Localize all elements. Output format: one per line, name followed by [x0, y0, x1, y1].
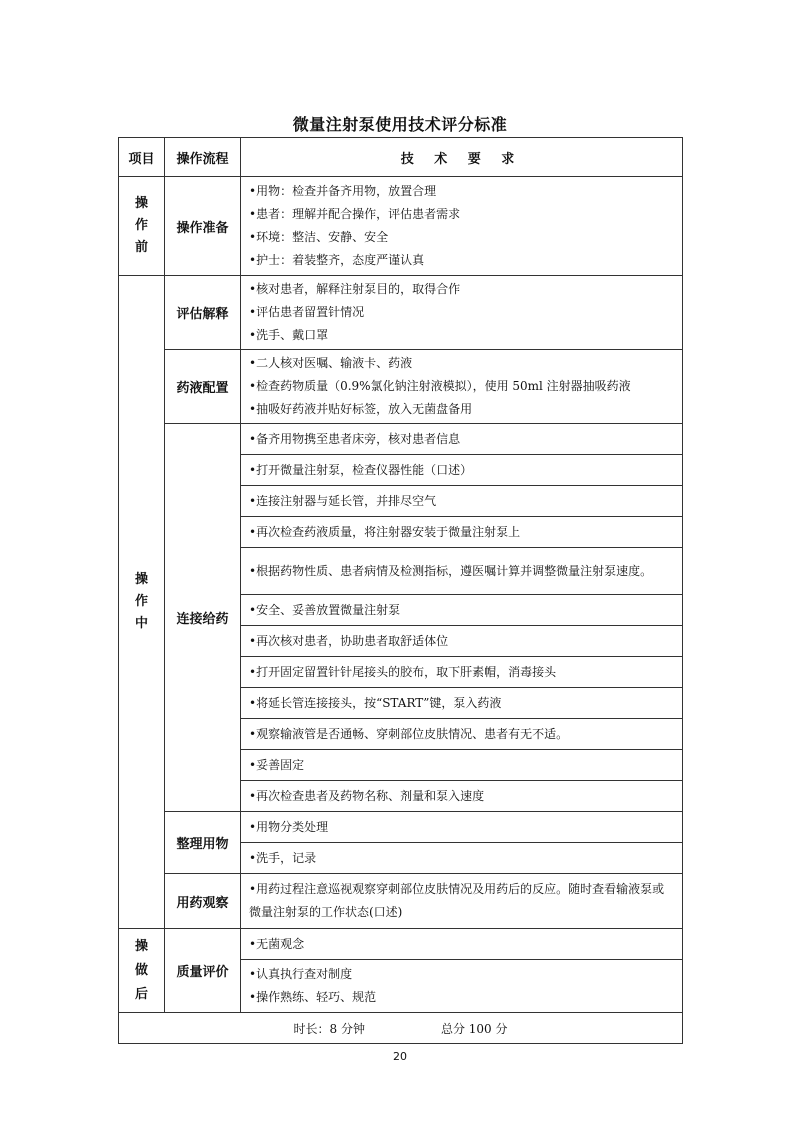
- list-item: •抽吸好药液并贴好标签，放入无菌盘备用: [249, 402, 473, 416]
- assess-items: [241, 276, 683, 350]
- list-item: •妥善固定: [241, 750, 683, 781]
- list-item: •打开固定留置针针尾接头的胶布，取下肝素帽，消毒接头: [241, 657, 683, 688]
- tidy-row: [119, 812, 683, 843]
- header-flow: 操作流程: [165, 138, 241, 177]
- list-item: •观察输液管是否通畅、穿刺部位皮肤情况、患者有无不适。: [241, 719, 683, 750]
- footer-row: [119, 1013, 683, 1044]
- list-item: •检查药物质量（0.9%氯化钠注射液模拟），使用 50ml 注射器抽吸药液: [249, 379, 631, 393]
- list-item: •评估患者留置针情况: [249, 305, 365, 319]
- drug-row: [119, 350, 683, 424]
- duration-text: 时长：8 分钟: [293, 1021, 365, 1036]
- flow-observe: 用药观察: [165, 874, 241, 929]
- list-item: •洗手、戴口罩: [249, 328, 329, 342]
- list-item: •用物：检查并备齐用物，放置合理: [249, 184, 437, 198]
- connect-row: [119, 424, 683, 455]
- list-item: •将延长管连接接头，按“START”键，泵入药液: [241, 688, 683, 719]
- list-item: •护士：着装整齐，态度严谨认真: [249, 253, 425, 267]
- footer-cell: [119, 1013, 683, 1044]
- list-item: •再次检查药液质量，将注射器安装于微量注射泵上: [241, 517, 683, 548]
- header-project: 项目: [119, 138, 165, 177]
- assess-row: [119, 276, 683, 350]
- scoring-table: [118, 137, 683, 1044]
- list-item: •患者：理解并配合操作，评估患者需求: [249, 207, 461, 221]
- page-number: 20: [393, 1050, 407, 1063]
- header-requirements: 技 术 要 求: [241, 138, 683, 177]
- flow-quality: 质量评价: [165, 929, 241, 1013]
- list-item: •用物分类处理: [241, 812, 683, 843]
- prep-items: [241, 177, 683, 276]
- drug-items: [241, 350, 683, 424]
- flow-connect: 连接给药: [165, 424, 241, 812]
- list-item: •再次核对患者，协助患者取舒适体位: [241, 626, 683, 657]
- list-item: •认真执行查对制度: [249, 967, 353, 981]
- section-during-label: 操 作 中: [119, 276, 165, 929]
- list-item: •操作熟练、轻巧、规范: [249, 990, 377, 1004]
- list-item: •无菌观念: [241, 929, 683, 960]
- section-before-label: 操 作 前: [119, 177, 165, 276]
- quality-items: [241, 960, 683, 1013]
- list-item: •核对患者，解释注射泵目的，取得合作: [249, 282, 461, 296]
- flow-tidy: 整理用物: [165, 812, 241, 874]
- flow-prep: 操作准备: [165, 177, 241, 276]
- header-row: [119, 138, 683, 177]
- total-score-text: 总分 100 分: [440, 1021, 508, 1036]
- list-item: •再次检查患者及药物名称、剂量和泵入速度: [241, 781, 683, 812]
- list-item: •洗手，记录: [241, 843, 683, 874]
- list-item: •二人核对医嘱、输液卡、药液: [249, 356, 413, 370]
- section-after-label: 操 做 后: [119, 929, 165, 1013]
- observe-row: [119, 874, 683, 929]
- list-item: •连接注射器与延长管，并排尽空气: [241, 486, 683, 517]
- page-title: 微量注射泵使用技术评分标准: [292, 115, 508, 134]
- flow-drug: 药液配置: [165, 350, 241, 424]
- list-item: •打开微量注射泵，检查仪器性能（口述）: [241, 455, 683, 486]
- section-after-row: [119, 929, 683, 960]
- list-item: •安全、妥善放置微量注射泵: [241, 595, 683, 626]
- list-item: •环境：整洁、安静、安全: [249, 230, 389, 244]
- section-before-row: [119, 177, 683, 276]
- list-item: •备齐用物携至患者床旁，核对患者信息: [241, 424, 683, 455]
- flow-assess: 评估解释: [165, 276, 241, 350]
- list-item: •根据药物性质、患者病情及检测指标，遵医嘱计算并调整微量注射泵速度。: [241, 548, 683, 595]
- list-item: •用药过程注意巡视观察穿刺部位皮肤情况及用药后的反应。随时查看输液泵或微量注射泵的工作状态(口述): [241, 874, 683, 929]
